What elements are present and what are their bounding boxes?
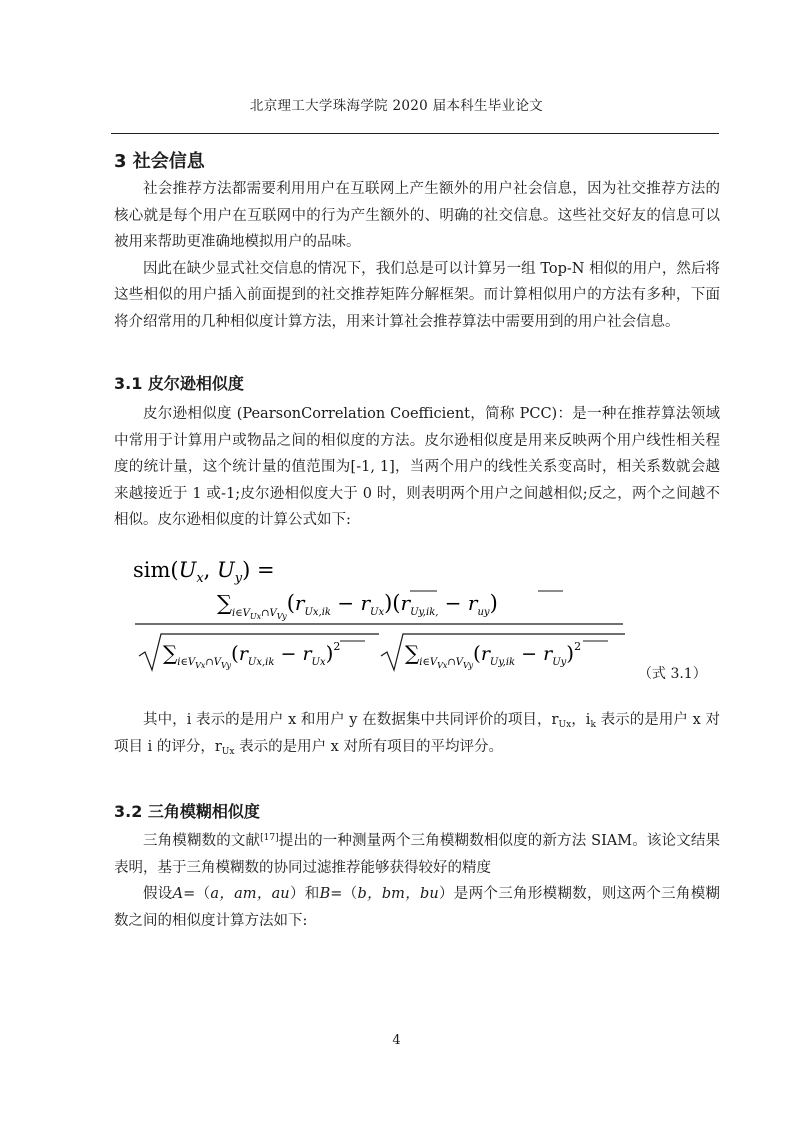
section-3-body <box>114 176 720 335</box>
paragraph: 三角模糊数的文献[17]提出的一种测量两个三角模糊数相似度的新方法 SIAM。该论文结果表明，基于三角模糊数的协同过滤推荐能够获得较好的精度 <box>114 833 720 876</box>
paragraph: 其中，i 表示的是用户 x 和用户 y 在数据集中共同评价的项目，$r_{Ux}$，$i_k$ 表示的是用户 x 对项目 i 的评分，$r_{Ux}$ 表示的是用户 x 对所有项目的平均评分。 <box>114 712 721 757</box>
section-heading-3: 3 社会信息 <box>114 151 205 172</box>
paragraph: 皮尔逊相似度 (PearsonCorrelation Coefficient，简称 PCC)：是一种在推荐算法领域中常用于计算用户或物品之间的相似度的方法。皮尔逊相似度是用来反映两个用户线性相关程度的统计量，这个统计量的值范围为[-1, 1]，当两个用户的线性关系变高时，相关系数就会越来越接近于 1 或-1;皮尔逊相似度大于 0 时，则表明两个用户之间越相似;反之，两个之间越不相似。皮尔逊相似度的计算公式如下: <box>114 406 720 528</box>
svg-text:sim(Ux, Uy) =: $sim(U_x$, $U_y$) = <box>133 558 275 586</box>
svg-text:∑i∈VVx∩VVy(rUx,ik − rUx)2: $\sum_{i\in V}Vx\cap VVy(r_{Ux,ik} - r_{Ux})^2$ <box>163 640 341 670</box>
svg-text:∑i∈VVx∩VVy(rUy,ik − rUy)2: $\sum_{i\in V}Vx\cap VVy(r_{Uy,ik} - r_{Uy})^2$ <box>405 640 582 670</box>
svg-text:∑i∈VUx∩VVy(rUx,ik − rUx)(rUy,i: $\sum_{i\in V}Ux\cap VVy(r_{Ux,ik} - r_{Ux})(r_{Uy,ik,} - r_{uy})$ <box>217 591 498 621</box>
pearson-formula <box>125 548 635 678</box>
citation-ref: [17] <box>260 833 279 843</box>
section-3-1-body <box>114 401 720 534</box>
page-number: 4 <box>392 1033 401 1048</box>
header-rule <box>111 133 719 134</box>
section-heading-3-2: 3.2 三角模糊相似度 <box>114 802 260 821</box>
equation-explanation <box>114 707 720 760</box>
equation-label: （式 3.1） <box>638 666 707 682</box>
paragraph: 因此在缺少显式社交信息的情况下，我们总是可以计算另一组 Top-N 相似的用户，然后将这些相似的用户插入前面提到的社交推荐矩阵分解框架。而计算相似用户的方法有多种，下面将介绍常用的几种相似度计算方法，用来计算社会推荐算法中需要用到的用户社会信息。 <box>114 260 720 330</box>
section-3-2-body <box>114 828 720 934</box>
section-heading-3-1: 3.1 皮尔逊相似度 <box>114 374 244 393</box>
running-header: 北京理工大学珠海学院 2020 届本科生毕业论文 <box>249 98 544 114</box>
paragraph: 社会推荐方法都需要利用用户在互联网上产生额外的用户社会信息，因为社交推荐方法的核心就是每个用户在互联网中的行为产生额外的、明确的社交信息。这些社交好友的信息可以被用来帮助更准确地模拟用户的品味。 <box>114 181 720 250</box>
paragraph: 假设A=（a，am，au）和B=（b，bm，bu）是两个三角形模糊数，则这两个三角模糊数之间的相似度计算方法如下: <box>114 886 721 929</box>
